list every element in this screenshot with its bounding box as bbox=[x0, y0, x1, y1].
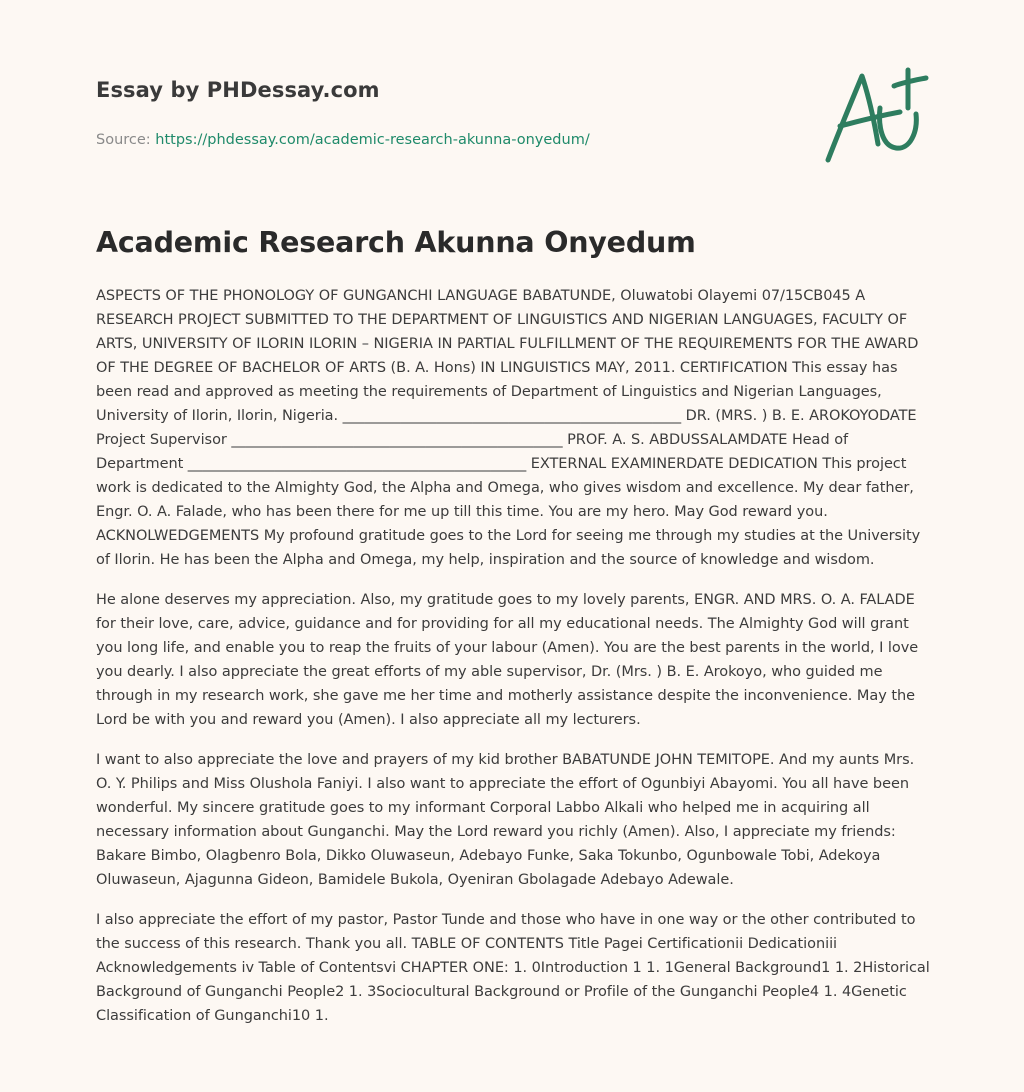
site-brand: Essay by PHDessay.com bbox=[96, 78, 380, 102]
source-link[interactable]: https://phdessay.com/academic-research-akunna-onyedum/ bbox=[155, 132, 590, 148]
source-line bbox=[96, 130, 796, 150]
essay-title: Academic Research Akunna Onyedum bbox=[96, 226, 696, 259]
essay-paragraph: He alone deserves my appreciation. Also, my gratitude goes to my lovely parents, ENGR. AND MRS. O. A. FALADE for their love, care, advice, guidance and for providing for all my educational needs. The Almighty God will grant you long life, and enable you to reap the fruits of your labour (Amen). You are the best parents in the world, I love you dearly. I also appreciate the great efforts of my able supervisor, Dr. (Mrs. ) B. E. Arokoyo, who guided me through in my research work, she gave me her time and motherly assistance despite the inconvenience. May the Lord be with you and reward you (Amen). I also appreciate all my lecturers. bbox=[96, 592, 919, 728]
a-plus-icon bbox=[818, 64, 930, 168]
essay-body bbox=[96, 284, 932, 1044]
essay-paragraph: ASPECTS OF THE PHONOLOGY OF GUNGANCHI LANGUAGE BABATUNDE, Oluwatobi Olayemi 07/15CB045 A RESEARCH PROJECT SUBMITTED TO THE DEPARTMENT OF LINGUISTICS AND NIGERIAN LANGUAGES, FACULTY OF ARTS, UNIVERSITY OF ILORIN ILORIN – NIGERIA IN PARTIAL FULFILLMENT OF THE REQUIREMENTS FOR THE AWARD OF THE DEGREE OF BACHELOR OF ARTS (B. A. Hons) IN LINGUISTICS MAY, 2011. CERTIFICATION This essay has been read and approved as meeting the requirements of Department of Linguistics and Nigerian Languages, University of Ilorin, Ilorin, Nigeria. _______________________________________________ DR. (MRS. ) B. E. AROKOYODATE Project Supervisor ______________________________________________ PROF. A. S. ABDUSSALAMDATE Head of Department _______________________________________________ EXTERNAL EXAMINERDATE DEDICATION This project work is dedicated to the Almighty God, the Alpha and Omega, who gives wisdom and excellence. My dear father, Engr. O. A. Falade, who has been there for me up till this time. You are my hero. May God reward you. ACKNOLWEDGEMENTS My profound gratitude goes to the Lord for seeing me through my studies at the University of Ilorin. He has been the Alpha and Omega, my help, inspiration and the source of knowledge and wisdom. bbox=[96, 288, 921, 568]
essay-paragraph: I also appreciate the effort of my pastor, Pastor Tunde and those who have in one way or the other contributed to the success of this research. Thank you all. TABLE OF CONTENTS Title Pagei Certificationii Dedicationiii Acknowledgements iv Table of Contentsvi CHAPTER ONE: 1. 0Introduction 1 1. 1General Background1 1. 2Historical Background of Gunganchi People2 1. 3Sociocultural Background or Profile of the Gunganchi People4 1. 4Genetic Classification of Gunganchi10 1. bbox=[96, 912, 930, 1024]
source-label: Source: bbox=[96, 132, 156, 148]
essay-paragraph: I want to also appreciate the love and prayers of my kid brother BABATUNDE JOHN TEMITOPE. And my aunts Mrs. O. Y. Philips and Miss Olushola Faniyi. I also want to appreciate the effort of Ogunbiyi Abayomi. You all have been wonderful. My sincere gratitude goes to my informant Corporal Labbo Alkali who helped me in acquiring all necessary information about Gunganchi. May the Lord reward you richly (Amen). Also, I appreciate my friends: Bakare Bimbo, Olagbenro Bola, Dikko Oluwaseun, Adebayo Funke, Saka Tokunbo, Ogunbowale Tobi, Adekoya Oluwaseun, Ajagunna Gideon, Bamidele Bukola, Oyeniran Gbolagade Adebayo Adewale. bbox=[96, 752, 915, 888]
page-header bbox=[96, 76, 796, 150]
